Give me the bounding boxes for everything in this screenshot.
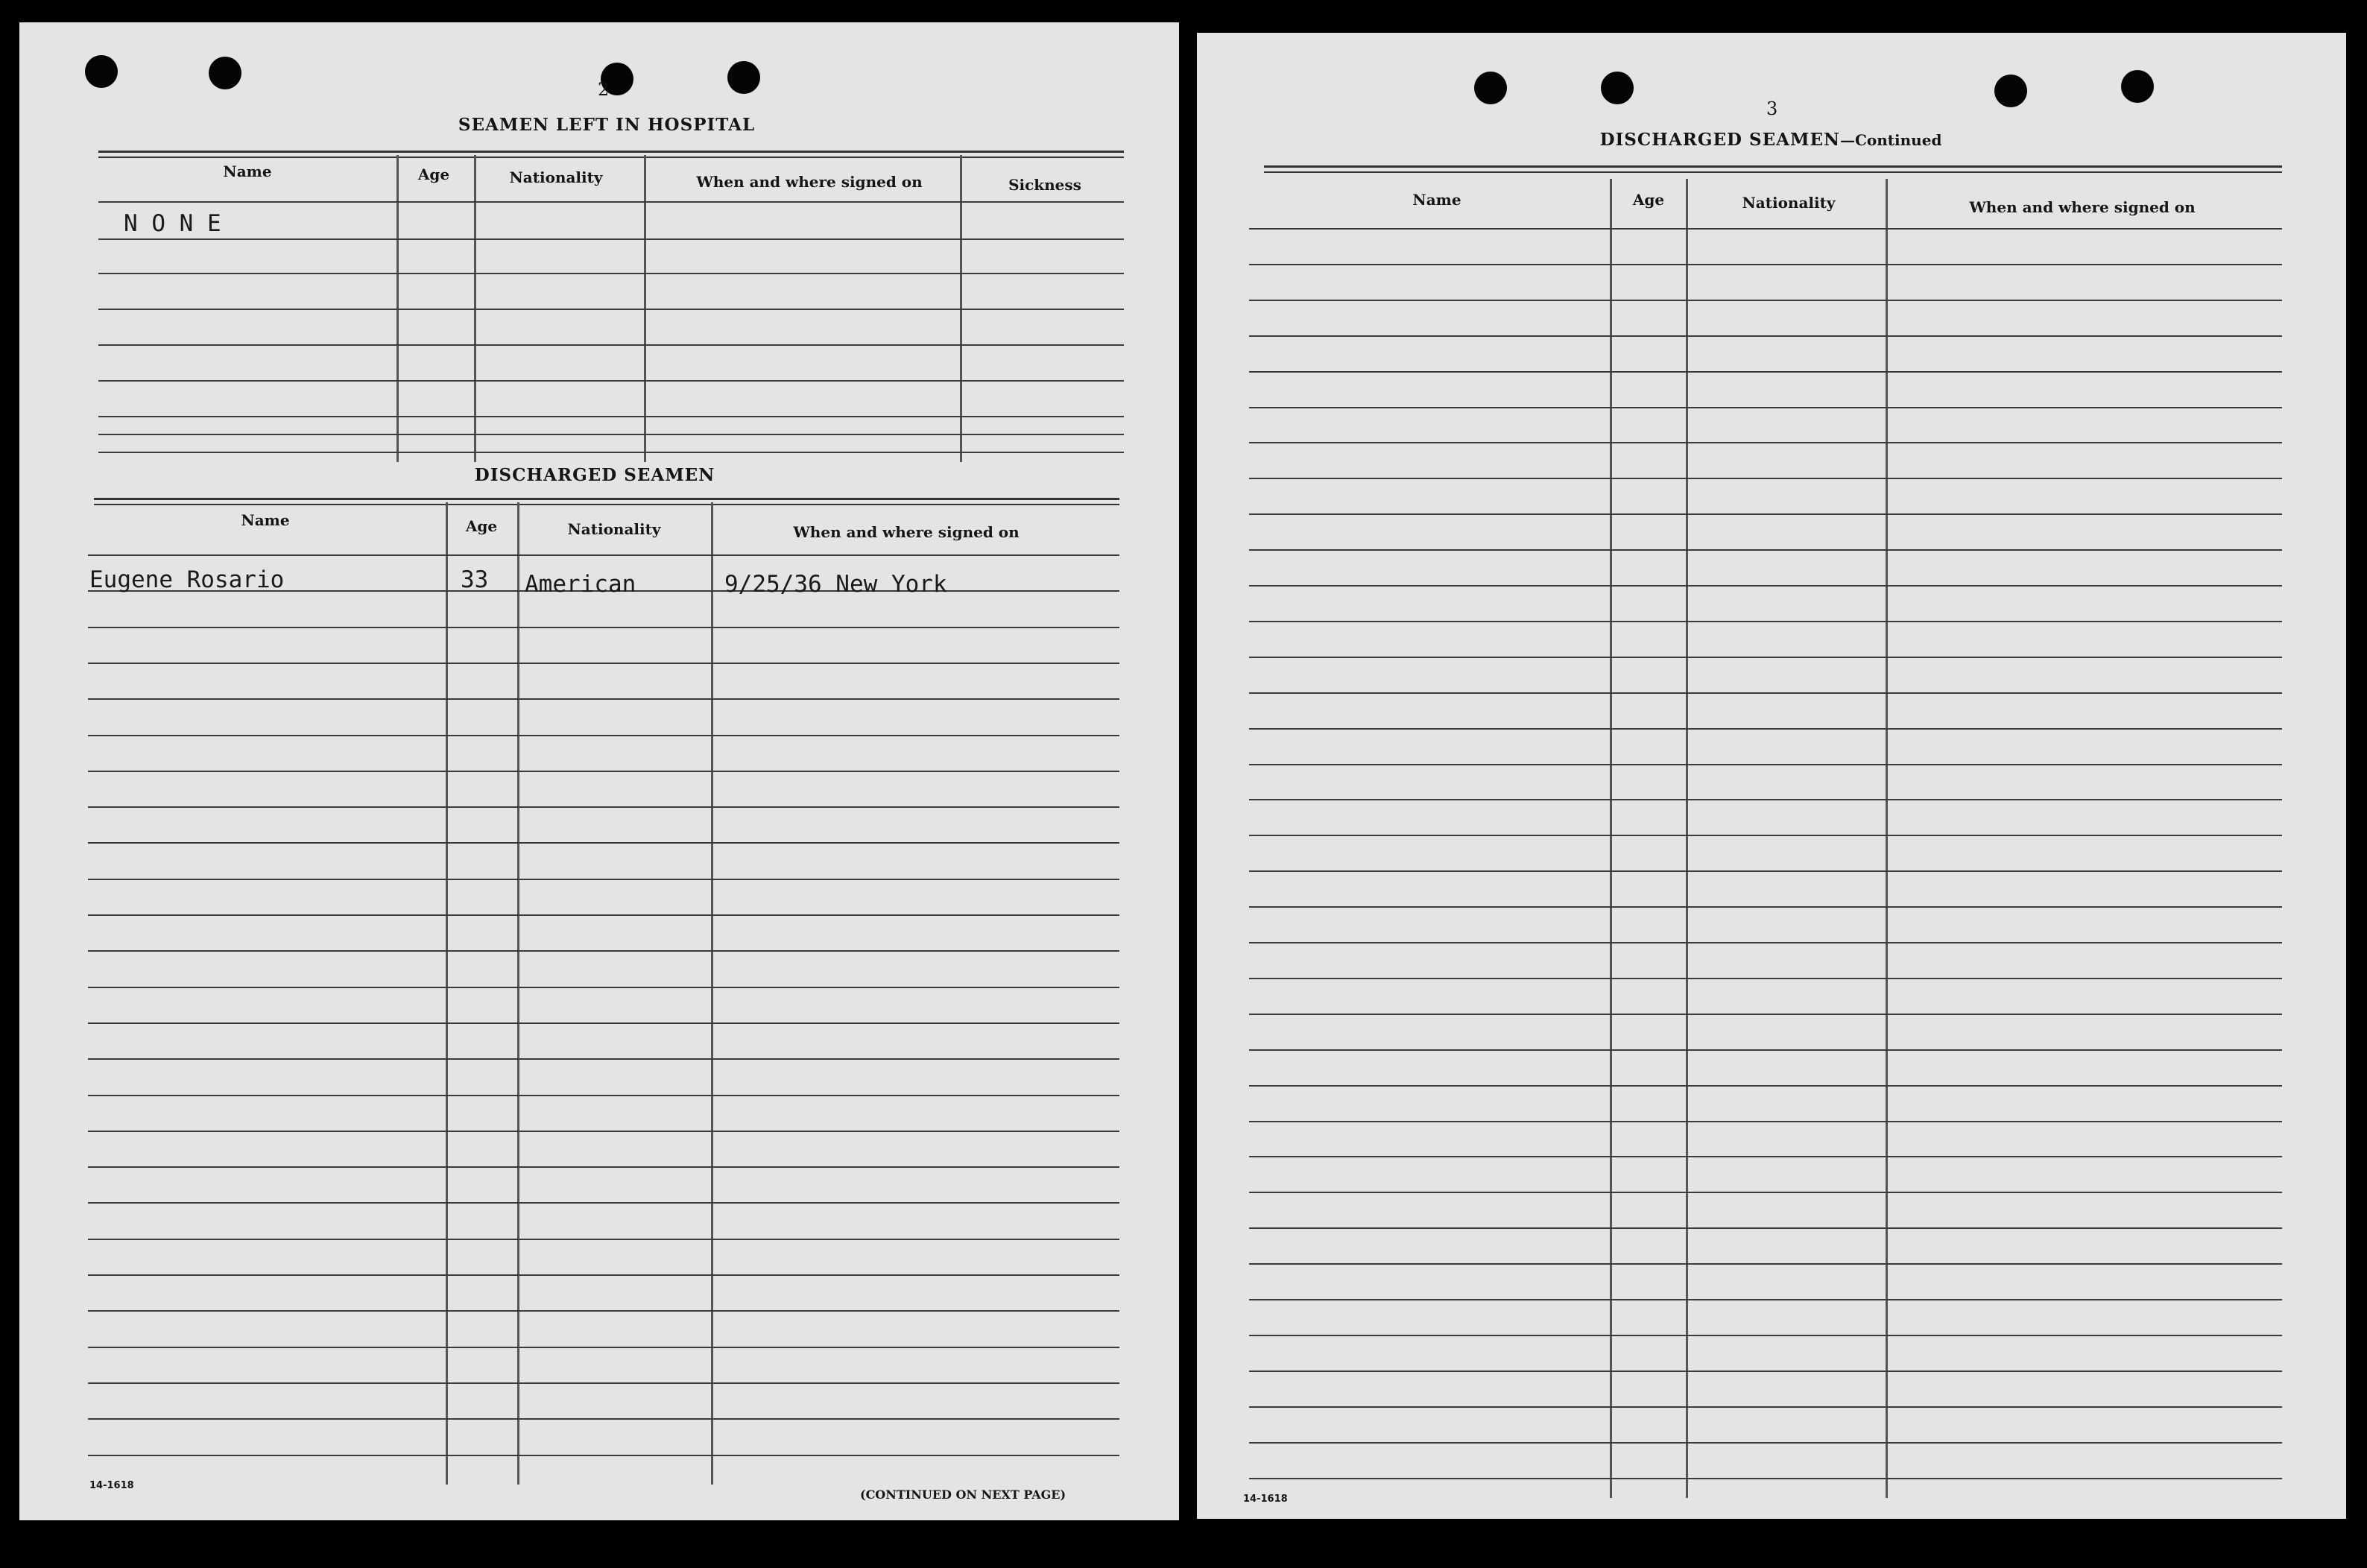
continued-section-title-suffix: —Continued: [1840, 131, 1942, 149]
discharged-header-age: Age: [465, 517, 498, 535]
ruled-line: [88, 1202, 1119, 1204]
form-number: 14-1618: [89, 1480, 134, 1491]
discharged-header-nationality: Nationality: [567, 520, 661, 538]
ruled-line: [1249, 764, 2282, 765]
ruled-line: [1249, 1478, 2282, 1479]
form-number: 14-1618: [1243, 1493, 1288, 1505]
ruled-line: [1249, 692, 2282, 694]
ruled-line: [1249, 1014, 2282, 1015]
continued-header-age: Age: [1632, 191, 1665, 209]
continued-ruled-lines: [1249, 33, 2282, 1516]
ruled-line: [1249, 621, 2282, 622]
ruled-line: [88, 771, 1119, 772]
ruled-line: [1249, 442, 2282, 443]
ruled-line: [1249, 728, 2282, 730]
ruled-line: [1249, 371, 2282, 373]
ruled-line: [88, 1095, 1119, 1096]
hospital-none-entry: N O N E: [124, 210, 221, 237]
ruled-line: [88, 1022, 1119, 1024]
ruled-line: [1249, 1335, 2282, 1336]
seaman-signed-on: 9/25/36 New York: [724, 571, 947, 598]
continued-header-name: Name: [1412, 191, 1461, 209]
ruled-line: [88, 1131, 1119, 1132]
ruled-line: [1249, 1442, 2282, 1444]
ruled-line: [1249, 335, 2282, 337]
ruled-line: [1249, 300, 2282, 301]
ruled-line: [1249, 1192, 2282, 1193]
ruled-line: [88, 554, 1119, 556]
ruled-line: [88, 1310, 1119, 1312]
seaman-age: 33: [461, 566, 489, 593]
ruled-line: [88, 1455, 1119, 1456]
ruled-line: [88, 1058, 1119, 1060]
discharged-ruled-lines: [88, 22, 1119, 1513]
ruled-line: [1249, 942, 2282, 943]
ruled-line: [1249, 264, 2282, 265]
ruled-line: [88, 735, 1119, 736]
seaman-nationality: American: [525, 571, 636, 598]
ruled-line: [88, 663, 1119, 664]
ruled-line: [88, 879, 1119, 880]
ruled-line: [1249, 906, 2282, 908]
ruled-line: [1249, 513, 2282, 515]
ruled-line: [1249, 549, 2282, 551]
ruled-line: [88, 1418, 1119, 1420]
ruled-line: [1249, 657, 2282, 658]
ruled-line: [88, 1166, 1119, 1168]
discharged-header-name: Name: [241, 511, 290, 529]
ruled-line: [88, 842, 1119, 844]
ruled-line: [1249, 228, 2282, 230]
ruled-line: [1249, 1227, 2282, 1229]
ruled-line: [88, 806, 1119, 808]
hospital-header-age: Age: [417, 165, 450, 183]
page-number: 3: [1766, 98, 1778, 119]
ruled-line: [88, 1347, 1119, 1348]
hospital-header-name: Name: [223, 162, 272, 180]
ruled-line: [1249, 478, 2282, 479]
ruled-line: [1249, 1156, 2282, 1157]
ruled-line: [88, 1274, 1119, 1276]
continued-header-signed-on: When and where signed on: [1969, 198, 2196, 216]
hospital-header-sickness: Sickness: [1008, 176, 1081, 194]
ruled-line: [88, 987, 1119, 988]
ruled-line: [1249, 1263, 2282, 1265]
ruled-line: [1249, 978, 2282, 979]
ruled-line: [88, 1382, 1119, 1384]
ruled-line: [88, 698, 1119, 700]
ruled-line: [1249, 407, 2282, 408]
ruled-line: [1249, 1085, 2282, 1087]
hospital-header-signed-on: When and where signed on: [696, 173, 923, 191]
right-page: [1197, 33, 2346, 1519]
ruled-line: [88, 1239, 1119, 1240]
ruled-line: [88, 950, 1119, 952]
continued-section-title-main: DISCHARGED SEAMEN: [1599, 130, 1840, 150]
ruled-line: [88, 914, 1119, 916]
ruled-line: [1249, 1406, 2282, 1408]
discharged-section-title: DISCHARGED SEAMEN: [474, 465, 715, 485]
ruled-line: [88, 627, 1119, 628]
ruled-line: [1249, 1121, 2282, 1122]
seaman-name: Eugene Rosario: [89, 566, 285, 593]
ruled-line: [1249, 1371, 2282, 1372]
hospital-section-title: SEAMEN LEFT IN HOSPITAL: [458, 115, 756, 135]
ruled-line: [1249, 799, 2282, 800]
ruled-line: [1249, 835, 2282, 836]
continued-header-nationality: Nationality: [1742, 194, 1836, 212]
ruled-line: [1249, 585, 2282, 587]
page-number: 2: [598, 79, 610, 100]
left-page: [19, 22, 1179, 1520]
continued-note: (CONTINUED ON NEXT PAGE): [860, 1488, 1066, 1502]
ruled-line: [1249, 1299, 2282, 1300]
ruled-line: [1249, 870, 2282, 872]
hospital-header-nationality: Nationality: [509, 168, 603, 186]
ruled-line: [1249, 1049, 2282, 1051]
discharged-header-signed-on: When and where signed on: [793, 523, 1020, 541]
